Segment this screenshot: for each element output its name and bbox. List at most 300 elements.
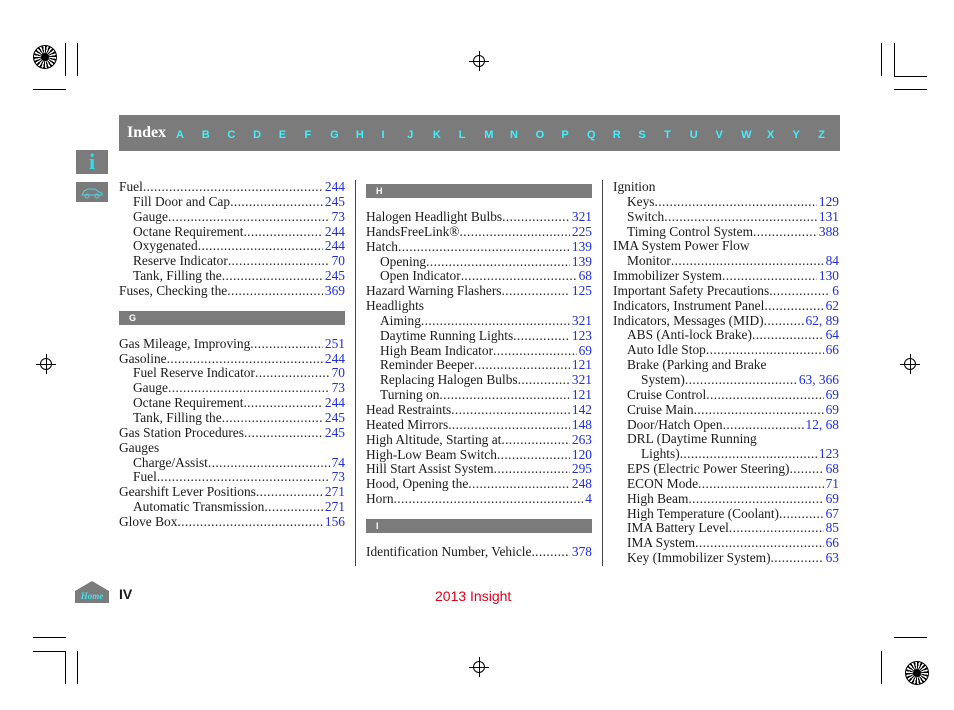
index-entry: [366, 492, 592, 507]
dot-leader: [394, 492, 584, 507]
page-link[interactable]: 6: [832, 282, 839, 298]
page-link[interactable]: 123: [818, 446, 839, 462]
page-link[interactable]: 244: [324, 179, 345, 194]
page-link[interactable]: 271: [324, 499, 345, 515]
page-link[interactable]: 321: [571, 372, 592, 388]
index-entry: [613, 328, 839, 343]
page-link[interactable]: 69: [578, 342, 592, 358]
index-entry: [119, 210, 345, 225]
entry-text: Fill Door and Cap: [133, 193, 231, 209]
entry-text: ABS (Anti-lock Brake): [627, 327, 752, 343]
entry-text: Daytime Running Lights: [380, 327, 514, 343]
page-link[interactable]: 321: [571, 312, 592, 328]
dot-leader: [426, 255, 570, 270]
page-link[interactable]: 244: [324, 350, 345, 366]
entry-text: Reserve Indicator: [133, 253, 228, 269]
index-entry: [613, 551, 839, 566]
entry-text: Door/Hatch Open: [627, 416, 723, 432]
page-link[interactable]: 244: [324, 395, 345, 411]
index-entry: [613, 447, 839, 462]
entry-text: IMA Battery Level: [627, 520, 729, 536]
index-entry: [366, 462, 592, 477]
page-link[interactable]: 271: [324, 484, 345, 500]
index-entry: [613, 418, 839, 433]
index-entry: [613, 195, 839, 210]
dot-leader: [421, 314, 570, 329]
page-link[interactable]: 70: [331, 253, 345, 269]
dot-leader: [474, 358, 570, 373]
entry-text: Turning on: [380, 387, 440, 403]
index-entry: [613, 299, 839, 314]
page-link[interactable]: 66: [825, 342, 839, 358]
entry-text: Indicators, Instrument Panel: [613, 297, 765, 313]
index-entry: [119, 352, 345, 367]
dot-leader: [655, 195, 817, 210]
index-entry: [119, 269, 345, 284]
index-entry: [366, 477, 592, 492]
page-link[interactable]: 71: [825, 475, 839, 491]
dot-leader: [664, 210, 817, 225]
alphabet-link-e[interactable]: E: [278, 129, 287, 141]
entry-text: Halogen Headlight Bulbs: [366, 209, 503, 224]
index-entry: [613, 284, 839, 299]
page-link[interactable]: 139: [571, 238, 592, 254]
dot-leader: [722, 269, 817, 284]
dot-leader: [168, 210, 330, 225]
registration-crosshair-icon: [469, 51, 489, 71]
dot-leader: [729, 521, 824, 536]
index-title: Index: [127, 124, 167, 141]
dot-leader: [769, 284, 830, 299]
alphabet-link-r[interactable]: R: [612, 129, 621, 141]
page-link[interactable]: 63: [825, 550, 839, 566]
dot-leader: [243, 396, 322, 411]
page-link[interactable]: 62, 89: [805, 312, 839, 328]
dot-leader: [244, 426, 323, 441]
dot-leader: [493, 344, 577, 359]
page-link[interactable]: 62: [825, 297, 839, 313]
index-entry: [613, 536, 839, 551]
section-header-g: G: [119, 311, 345, 325]
dot-leader: [764, 299, 823, 314]
alphabet-link-k[interactable]: K: [432, 129, 441, 141]
index-entry: [119, 500, 345, 515]
page-link[interactable]: 73: [331, 469, 345, 485]
page-link[interactable]: 64: [825, 327, 839, 343]
page-link[interactable]: 148: [571, 416, 592, 432]
index-entry: [119, 426, 345, 441]
dot-leader: [255, 366, 330, 381]
index-entry: [613, 254, 839, 269]
dot-leader: [723, 418, 804, 433]
registration-star-icon: [905, 661, 929, 685]
index-entry: [366, 373, 592, 388]
index-entry: [366, 403, 592, 418]
index-entry: [613, 210, 839, 225]
dot-leader: [685, 373, 797, 388]
entry-text: Hatch: [366, 238, 398, 254]
entry-text: Oxygenated: [133, 238, 198, 254]
alphabet-link-i[interactable]: I: [381, 129, 385, 141]
page-link[interactable]: 68: [578, 268, 592, 284]
index-column-3: [613, 180, 839, 566]
dot-leader: [250, 337, 323, 352]
index-entry: [366, 210, 592, 225]
entry-text: Auto Idle Stop: [627, 342, 706, 358]
index-entry: [119, 284, 345, 299]
page-link[interactable]: 225: [571, 223, 592, 239]
page-link[interactable]: 245: [324, 424, 345, 440]
page-link[interactable]: 139: [571, 253, 592, 269]
index-entry: [119, 411, 345, 426]
dot-leader: [177, 515, 323, 530]
entry-text: Fuel: [133, 469, 157, 485]
entry-text: High Beam: [627, 490, 689, 506]
entry-text: High Beam Indicator: [380, 342, 494, 358]
page-link[interactable]: 248: [571, 476, 592, 492]
column-divider: [602, 180, 603, 566]
entry-text: HandsFreeLink®: [366, 223, 460, 239]
dot-leader: [439, 388, 569, 403]
entry-text: EPS (Electric Power Steering): [627, 461, 790, 477]
index-entry: [613, 343, 839, 358]
entry-text: Open Indicator: [380, 268, 461, 284]
page-link[interactable]: 69: [825, 401, 839, 417]
index-entry: [366, 284, 592, 299]
entry-text: Important Safety Precautions: [613, 282, 770, 298]
entry-text: Lights): [641, 446, 680, 462]
index-entry: [119, 180, 345, 195]
index-entry: [613, 462, 839, 477]
entry-text: Fuel Reserve Indicator: [133, 365, 255, 381]
index-heading-entry: IMA System Power Flow: [613, 238, 750, 254]
entry-text: Gasoline: [119, 350, 167, 366]
dot-leader: [198, 239, 323, 254]
alphabet-link-q[interactable]: Q: [587, 129, 596, 141]
dot-leader: [790, 462, 824, 477]
dot-leader: [230, 195, 323, 210]
page-link[interactable]: 68: [825, 461, 839, 477]
page-link[interactable]: 244: [324, 223, 345, 239]
index-entry: [119, 195, 345, 210]
home-label: Home: [80, 591, 104, 601]
entry-text: High Temperature (Coolant): [627, 505, 780, 521]
alphabet-link-b[interactable]: B: [201, 129, 210, 141]
dot-leader: [208, 456, 330, 471]
index-entry: [119, 225, 345, 240]
alphabet-link-u[interactable]: U: [689, 129, 698, 141]
entry-text: Opening: [380, 253, 427, 269]
entry-text: Keys: [627, 193, 655, 209]
index-entry: [613, 388, 839, 403]
home-button[interactable]: [74, 580, 110, 609]
entry-text: Gas Mileage, Improving: [119, 335, 251, 351]
index-entry: [366, 448, 592, 463]
index-entry: [366, 314, 592, 329]
index-entry: [366, 225, 592, 240]
dot-leader: [706, 343, 824, 358]
alphabet-link-v[interactable]: V: [715, 129, 723, 141]
alphabet-link-w[interactable]: W: [741, 129, 752, 141]
alphabet-link-o[interactable]: O: [535, 129, 545, 141]
page-link[interactable]: 70: [331, 365, 345, 381]
entry-text: Cruise Main: [627, 401, 694, 417]
index-entry: [119, 254, 345, 269]
page-link[interactable]: 69: [825, 386, 839, 402]
index-entry: [119, 337, 345, 352]
entry-text: IMA System: [627, 535, 696, 551]
page-link[interactable]: 69: [825, 490, 839, 506]
dot-leader: [695, 536, 824, 551]
alphabet-link-c[interactable]: C: [227, 129, 236, 141]
index-entry: [119, 366, 345, 381]
dot-leader: [222, 269, 323, 284]
page-link[interactable]: 4: [585, 491, 592, 507]
entry-text: Octane Requirement: [133, 223, 244, 239]
entry-text: Identification Number, Vehicle: [366, 543, 532, 559]
index-entry: [366, 344, 592, 359]
alphabet-link-p[interactable]: P: [561, 129, 569, 141]
page-link[interactable]: 66: [825, 535, 839, 551]
page-link[interactable]: 123: [571, 327, 592, 343]
dot-leader: [256, 485, 323, 500]
page-link[interactable]: 73: [331, 208, 345, 224]
registration-crosshair-icon: [36, 354, 56, 374]
entry-text: High-Low Beam Switch: [366, 446, 497, 462]
entry-text: Head Restraints: [366, 401, 452, 417]
index-column-1: [119, 180, 345, 530]
alphabet-link-s[interactable]: S: [638, 129, 646, 141]
dot-leader: [779, 507, 824, 522]
dot-leader: [518, 373, 570, 388]
page-link[interactable]: 63, 366: [798, 371, 839, 387]
index-heading-entry: Brake (Parking and Brake: [627, 357, 767, 373]
dot-leader: [461, 269, 577, 284]
dot-leader: [168, 381, 330, 396]
entry-text: Reminder Beeper: [380, 357, 475, 373]
entry-text: Glove Box: [119, 513, 178, 529]
index-entry: [119, 470, 345, 485]
registration-crosshair-icon: [469, 657, 489, 677]
page-link[interactable]: 388: [818, 223, 839, 239]
index-entry: [613, 269, 839, 284]
page-link[interactable]: 245: [324, 193, 345, 209]
index-entry: [366, 329, 592, 344]
page-link[interactable]: 85: [825, 520, 839, 536]
dot-leader: [468, 477, 570, 492]
entry-text: ECON Mode: [627, 475, 699, 491]
page-link[interactable]: 125: [571, 283, 592, 299]
dot-leader: [753, 225, 817, 240]
alphabet-link-d[interactable]: D: [253, 129, 262, 141]
entry-text: Hill Start Assist System: [366, 461, 494, 477]
dot-leader: [448, 418, 570, 433]
entry-text: Gauge: [133, 208, 168, 224]
entry-text: Hazard Warning Flashers: [366, 283, 502, 299]
page-link[interactable]: 73: [331, 380, 345, 396]
dot-leader: [502, 210, 570, 225]
dot-leader: [671, 254, 824, 269]
dot-leader: [143, 180, 323, 195]
entry-text: Tank, Filling the: [133, 409, 222, 425]
alphabet-link-j[interactable]: J: [407, 129, 414, 141]
index-entry: [119, 381, 345, 396]
dot-leader: [706, 388, 823, 403]
index-heading-entry: Headlights: [366, 298, 425, 314]
index-entry: [613, 373, 839, 388]
dot-leader: [502, 284, 570, 299]
alphabet-link-g[interactable]: G: [330, 129, 339, 141]
info-icon[interactable]: i: [76, 150, 108, 174]
alphabet-link-m[interactable]: M: [484, 129, 494, 141]
entry-text: Switch: [627, 208, 665, 224]
entry-text: Tank, Filling the: [133, 268, 222, 284]
page-link[interactable]: 321: [571, 209, 592, 224]
entry-text: Immobilizer System: [613, 268, 722, 284]
entry-text: Automatic Transmission: [133, 499, 265, 515]
alphabet-link-n[interactable]: N: [509, 129, 518, 141]
index-column-2: [366, 180, 592, 560]
alphabet-link-z[interactable]: Z: [818, 129, 825, 141]
page-link[interactable]: 142: [571, 401, 592, 417]
index-entry: [613, 225, 839, 240]
dot-leader: [459, 225, 569, 240]
index-entry: [366, 545, 592, 560]
car-icon[interactable]: [76, 182, 108, 202]
dot-leader: [222, 411, 323, 426]
entry-text: Octane Requirement: [133, 395, 244, 411]
alphabet-nav: [176, 129, 844, 141]
alphabet-link-x[interactable]: X: [766, 129, 775, 141]
index-entry: [119, 515, 345, 530]
index-entry: [613, 507, 839, 522]
page-link[interactable]: 263: [571, 431, 592, 447]
page-link[interactable]: 245: [324, 409, 345, 425]
page-link[interactable]: 245: [324, 268, 345, 284]
model-label: 2013 Insight: [435, 588, 512, 604]
dot-leader: [531, 545, 569, 560]
dot-leader: [398, 240, 570, 255]
entry-text: System): [641, 371, 685, 387]
index-entry: [366, 240, 592, 255]
column-divider: [355, 180, 356, 566]
page-number: IV: [119, 586, 133, 602]
entry-text: High Altitude, Starting at: [366, 431, 502, 447]
page-link[interactable]: 131: [818, 208, 839, 224]
alphabet-link-f[interactable]: F: [304, 129, 312, 141]
dot-leader: [680, 447, 817, 462]
page-link[interactable]: 130: [818, 268, 839, 284]
page-link[interactable]: 378: [571, 543, 592, 559]
index-entry: [366, 388, 592, 403]
entry-text: Indicators, Messages (MID): [613, 312, 764, 328]
index-entry: [613, 521, 839, 536]
dot-leader: [688, 492, 823, 507]
alphabet-link-h[interactable]: H: [355, 129, 364, 141]
page-link[interactable]: 12, 68: [805, 416, 839, 432]
page-link[interactable]: 369: [324, 282, 345, 298]
entry-text: Gauge: [133, 380, 168, 396]
alphabet-link-a[interactable]: A: [176, 129, 184, 141]
page-link[interactable]: 121: [571, 387, 592, 403]
dot-leader: [771, 551, 824, 566]
page-link[interactable]: 74: [331, 454, 345, 470]
page-link[interactable]: 156: [324, 513, 345, 529]
index-entry: [613, 314, 839, 329]
index-header-bar: [119, 115, 840, 151]
entry-text: Replacing Halogen Bulbs: [380, 372, 518, 388]
index-entry: [613, 477, 839, 492]
entry-text: Heated Mirrors: [366, 416, 449, 432]
index-heading-entry: Ignition: [613, 179, 656, 194]
dot-leader: [497, 448, 570, 463]
alphabet-link-l[interactable]: L: [458, 129, 466, 141]
index-entry: [119, 239, 345, 254]
index-entry: [613, 492, 839, 507]
dot-leader: [694, 403, 824, 418]
entry-text: Timing Control System: [627, 223, 754, 239]
alphabet-link-t[interactable]: T: [664, 129, 671, 141]
page-link[interactable]: 129: [818, 193, 839, 209]
index-entry: [613, 403, 839, 418]
entry-text: Cruise Control: [627, 386, 707, 402]
page-link[interactable]: 295: [571, 461, 592, 477]
index-entry: [366, 433, 592, 448]
dot-leader: [451, 403, 570, 418]
index-entry: [366, 418, 592, 433]
index-entry: [366, 358, 592, 373]
page-link[interactable]: 120: [571, 446, 592, 462]
entry-text: Fuses, Checking the: [119, 282, 228, 298]
page-link[interactable]: 251: [324, 335, 345, 351]
entry-text: Fuel: [119, 179, 143, 194]
entry-text: Aiming: [380, 312, 421, 328]
dot-leader: [764, 314, 804, 329]
page-link[interactable]: 121: [571, 357, 592, 373]
dot-leader: [167, 352, 323, 367]
dot-leader: [698, 477, 824, 492]
page-link[interactable]: 244: [324, 238, 345, 254]
index-heading-entry: Gauges: [119, 439, 160, 455]
index-entry: [119, 485, 345, 500]
entry-text: Charge/Assist: [133, 454, 208, 470]
entry-text: Gas Station Procedures: [119, 424, 244, 440]
dot-leader: [228, 254, 330, 269]
entry-text: Hood, Opening the: [366, 476, 469, 492]
dot-leader: [264, 500, 323, 515]
dot-leader: [513, 329, 570, 344]
dot-leader: [227, 284, 323, 299]
index-entry: [366, 255, 592, 270]
section-header-i: I: [366, 519, 592, 533]
index-entry: [366, 269, 592, 284]
dot-leader: [501, 433, 570, 448]
dot-leader: [752, 328, 824, 343]
page-link[interactable]: 67: [825, 505, 839, 521]
dot-leader: [494, 462, 570, 477]
dot-leader: [157, 470, 330, 485]
entry-text: Horn: [366, 491, 394, 507]
entry-text: Key (Immobilizer System): [627, 550, 771, 566]
index-heading-entry: DRL (Daytime Running: [627, 431, 757, 447]
index-entry: [119, 396, 345, 411]
section-header-h: H: [366, 184, 592, 198]
registration-star-icon: [33, 45, 57, 69]
registration-crosshair-icon: [900, 354, 920, 374]
page-link[interactable]: 84: [825, 253, 839, 269]
alphabet-link-y[interactable]: Y: [792, 129, 800, 141]
entry-text: Monitor: [627, 253, 671, 269]
